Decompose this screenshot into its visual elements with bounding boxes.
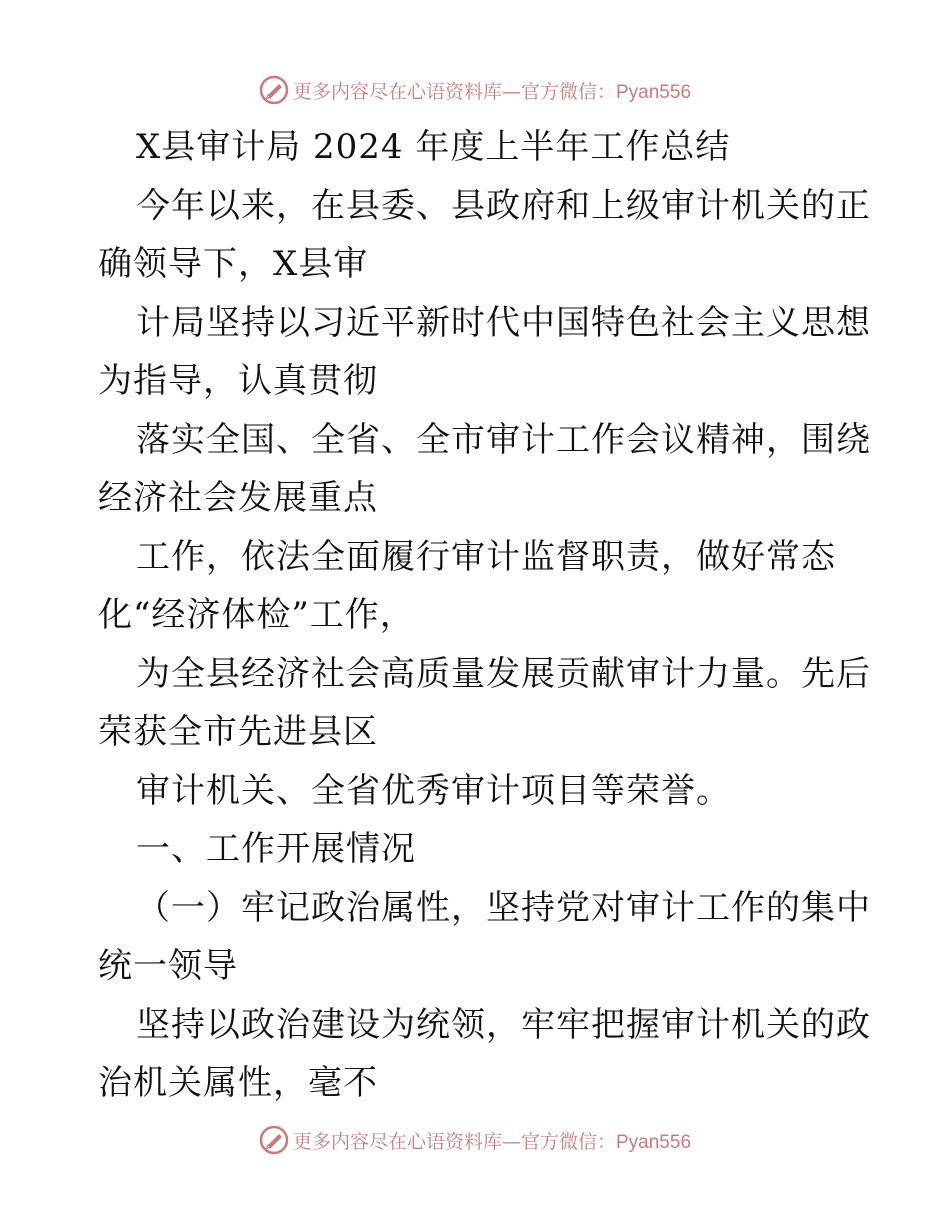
paragraph-line: 为全县经济社会高质量发展贡献审计力量。先后 [136,653,871,694]
paragraph-line: 经济社会发展重点 [98,478,378,518]
watermark-text: 更多内容尽在心语资料库—官方微信：Pyan556 [292,80,692,103]
paragraph-line: 治机关属性，毫不 [98,1063,378,1103]
pen-seal-icon [259,75,289,105]
document-body [98,118,871,1113]
paragraph-line: 落实全国、全省、全市审计工作会议精神，围绕 [136,419,871,460]
watermark-text: 更多内容尽在心语资料库—官方微信：Pyan556 [292,1130,692,1153]
paragraph-line: 为指导，认真贯彻 [98,361,378,401]
paragraph-line: 坚持以政治建设为统领，牢牢把握审计机关的政 [136,1004,871,1045]
pen-seal-icon [259,1125,289,1155]
paragraph-line: 工作，依法全面履行审计监督职责，做好常态 [136,536,836,577]
watermark-brand [259,75,691,105]
footer-watermark [0,1120,950,1160]
document-title: X县审计局 2024 年度上半年工作总结 [136,127,731,167]
paragraph-line: 化“经济体检”工作， [98,595,415,635]
header-watermark [0,70,950,110]
paragraph-line: 统一领导 [98,946,238,986]
paragraph-line: 一、工作开展情况 [136,829,416,869]
watermark-brand [259,1125,691,1155]
paragraph-line: （一）牢记政治属性，坚持党对审计工作的集中 [136,887,871,928]
paragraph-line: 计局坚持以习近平新时代中国特色社会主义思想 [136,302,871,343]
paragraph-line: 荣获全市先进县区 [98,712,378,752]
paragraph-line: 确领导下，X县审 [98,244,369,284]
paragraph-line: 今年以来，在县委、县政府和上级审计机关的正 [136,185,871,226]
paragraph-line: 审计机关、全省优秀审计项目等荣誉。 [136,770,731,811]
